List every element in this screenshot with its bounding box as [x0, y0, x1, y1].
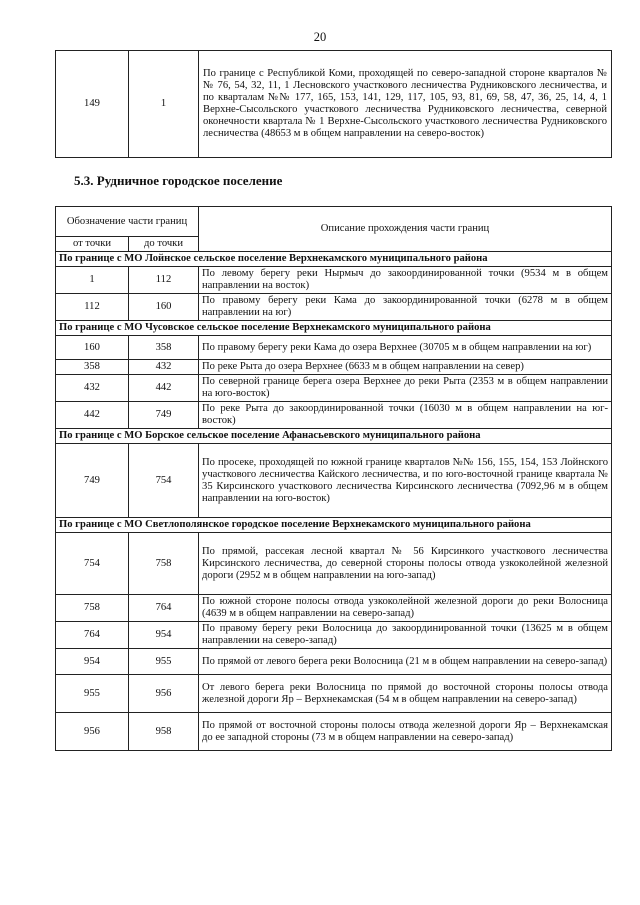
- from-point-cell: 432: [56, 375, 129, 402]
- from-point-cell: 954: [56, 649, 129, 675]
- boundary-table: [55, 206, 612, 751]
- description-cell: От левого берега реки Волосница по прямой до восточной стороны полосы отвода железной дороги Яр – Верхнекамская (54 м в общем направлении на северо-запад): [199, 675, 612, 713]
- table-row: [56, 402, 612, 429]
- continuation-table: [55, 50, 612, 158]
- to-point-cell: 749: [129, 402, 199, 429]
- to-point-cell: 954: [129, 622, 199, 649]
- table-row: [56, 336, 612, 360]
- group-row: [56, 518, 612, 533]
- description-cell: По прямой от восточной стороны полосы отвода железной дороги Яр – Верхнекамская до ее западной стороны (73 м в общем направлении на северо-запад): [199, 713, 612, 751]
- section-heading: 5.3. Рудничное городское поселение: [74, 173, 283, 188]
- table-row: [56, 713, 612, 751]
- table-row: [56, 649, 612, 675]
- from-point-cell: 956: [56, 713, 129, 751]
- table-row: [56, 51, 612, 158]
- from-point-cell: 1: [56, 267, 129, 294]
- table-row: [56, 444, 612, 518]
- description-cell: По северной границе берега озера Верхнее до реки Рыта (2353 м в общем направлении на юго-восток): [199, 375, 612, 402]
- description-cell: По южной стороне полосы отвода узкоколейной железной дороги до реки Волосница (4639 м в общем направлении на северо-запад): [199, 595, 612, 622]
- from-point-cell: 358: [56, 360, 129, 375]
- description-cell: По левому берегу реки Нырмыч до закоординированной точки (9534 м в общем направлении на восток): [199, 267, 612, 294]
- description-cell: По границе с Республикой Коми, проходящей по северо-западной стороне кварталов №№ 76, 54, 32, 11, 1 Лесновского участкового лесничества Рудниковского лесничества, и по кварталам №№ 177, 165, 153, 141, 129, 117, 105, 93, 81, 69, 58, 47, 36, 25, 14, 4, 1 Верхне-Сысольского участкового лесничества Рудниковского лесничества, северной оконечности квартала № 1 Верхне-Сысольского участкового лесничества Рудниковского лесничества (48653 м в общем направлении на северо-восток): [199, 51, 612, 158]
- from-point-cell: 112: [56, 294, 129, 321]
- from-point-cell: 764: [56, 622, 129, 649]
- from-point-cell: 754: [56, 533, 129, 595]
- from-point-cell: 149: [56, 51, 129, 158]
- description-cell: По просеке, проходящей по южной границе кварталов №№ 156, 155, 154, 153 Лойнского участкового лесничества Кайского лесничества, и по юго-восточной границе квартала № 35 Кирсинского участкового лесничества Кирсинского лесничества (7092,96 м в общем направлении на юго-восток): [199, 444, 612, 518]
- to-point-cell: 758: [129, 533, 199, 595]
- from-point-cell: 160: [56, 336, 129, 360]
- group-title: По границе с МО Чусовское сельское поселение Верхнекамского муниципального района: [56, 321, 612, 336]
- group-title: По границе с МО Лойнское сельское поселение Верхнекамского муниципального района: [56, 252, 612, 267]
- to-point-cell: 958: [129, 713, 199, 751]
- to-point-cell: 1: [129, 51, 199, 158]
- description-cell: По прямой, рассекая лесной квартал № 56 Кирсинкого участкового лесничества Кирсинского лесничества, до северной стороны полосы отвода узкоколейной железной дороги (2952 м в общем направлении на юго-запад): [199, 533, 612, 595]
- table-row: [56, 375, 612, 402]
- description-cell: По правому берегу реки Кама до озера Верхнее (30705 м в общем направлении на юг): [199, 336, 612, 360]
- table-row: [56, 360, 612, 375]
- description-header: Описание прохождения части границ: [199, 207, 612, 252]
- description-cell: По правому берегу реки Кама до закоординированной точки (6278 м в общем направлении на юг): [199, 294, 612, 321]
- from-point-cell: 749: [56, 444, 129, 518]
- group-row: [56, 321, 612, 336]
- to-point-cell: 442: [129, 375, 199, 402]
- group-title: По границе с МО Борское сельское поселение Афанасьевского муниципального района: [56, 429, 612, 444]
- description-cell: По прямой от левого берега реки Волосница (21 м в общем направлении на северо-запад): [199, 649, 612, 675]
- page-number: 20: [313, 30, 327, 44]
- description-cell: По реке Рыта до закоординированной точки (16030 м в общем направлении на юг-восток): [199, 402, 612, 429]
- table-row: [56, 533, 612, 595]
- table-header-row: [56, 207, 612, 237]
- to-point-cell: 160: [129, 294, 199, 321]
- to-point-cell: 956: [129, 675, 199, 713]
- from-point-cell: 955: [56, 675, 129, 713]
- to-point-cell: 955: [129, 649, 199, 675]
- from-point-header: от точки: [56, 237, 129, 252]
- to-point-cell: 112: [129, 267, 199, 294]
- table-row: [56, 595, 612, 622]
- description-cell: По реке Рыта до озера Верхнее (6633 м в общем направлении на север): [199, 360, 612, 375]
- description-cell: По правому берегу реки Волосница до закоординированной точки (13625 м в общем направлении на северо-запад): [199, 622, 612, 649]
- group-row: [56, 252, 612, 267]
- points-group-header: Обозначение части границ: [56, 207, 199, 237]
- table-row: [56, 267, 612, 294]
- table-row: [56, 675, 612, 713]
- table-row: [56, 294, 612, 321]
- table-row: [56, 622, 612, 649]
- to-point-cell: 764: [129, 595, 199, 622]
- group-title: По границе с МО Светлополянское городское поселение Верхнекамского муниципального района: [56, 518, 612, 533]
- to-point-cell: 358: [129, 336, 199, 360]
- group-row: [56, 429, 612, 444]
- to-point-cell: 432: [129, 360, 199, 375]
- to-point-header: до точки: [129, 237, 199, 252]
- from-point-cell: 442: [56, 402, 129, 429]
- to-point-cell: 754: [129, 444, 199, 518]
- from-point-cell: 758: [56, 595, 129, 622]
